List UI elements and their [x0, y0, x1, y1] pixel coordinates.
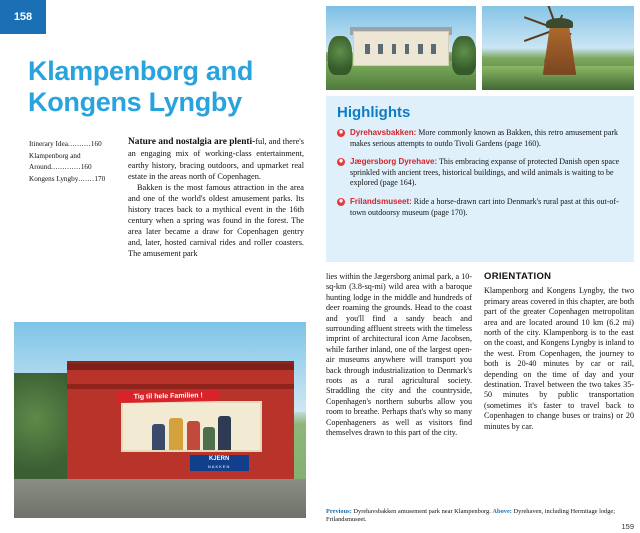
highlight-name: Jægersborg Dyrehave: — [350, 157, 438, 167]
body-paragraph: Klampenborg and Kongens Lyngby, the two primary areas covered in this chapter, are both part of the greater Copenhagen metropolitan area and are located around 10 km (6.2 mi) north of the city. Klampenborg is to the east on the coast, and Kongens Lyngby is inland to the west. From Copenhagen, the journey to both is 20-40 minutes by car or rail, depending on the time of day and your destination. Travel between the two takes 35-50 minutes by public transportation (sometimes it's faster to travel back to Copenhagen to change buses or trains) or 20 minutes by car. — [484, 286, 634, 431]
highlight-name: Dyrehavsbakken: — [350, 128, 417, 137]
intro-paragraph-1 — [128, 136, 304, 182]
caption-previous-label: Previous: — [326, 508, 352, 515]
highlights-panel — [326, 96, 634, 262]
photo-sign-name: KJERN — [208, 455, 230, 462]
body-column-left — [326, 272, 472, 439]
star-icon: ✹ — [338, 130, 344, 136]
chapter-title-line-1: Klampenborg and — [28, 56, 254, 86]
list-item — [29, 174, 119, 186]
toc-dots: ....... — [78, 174, 95, 183]
page-number-right: 159 — [621, 522, 634, 531]
photo-windmill — [482, 6, 634, 90]
photo-hermitage-lodge — [326, 6, 476, 90]
figure-shape — [187, 421, 201, 450]
photo-building — [67, 361, 295, 486]
photo-amusement-park — [14, 322, 306, 518]
caption-previous-text: Dyrehavsbakken amusement park near Klampenborg. — [351, 508, 493, 515]
photo-window — [405, 44, 410, 55]
star-icon: ✹ — [338, 198, 344, 205]
toc-label: Itinerary Idea — [29, 140, 68, 148]
toc-page: 170 — [94, 174, 106, 183]
page-number-left: 158 — [0, 0, 46, 34]
toc-dots: ............. — [50, 163, 81, 171]
toc-label: Kongens Lyngby — [29, 174, 79, 183]
chapter-title-line-2: Kongens Lyngby — [28, 87, 242, 117]
list-item — [29, 151, 119, 163]
chapter-contents-list — [29, 139, 119, 185]
body-paragraph: lies within the Jægersborg animal park, a 10-sq-km (3.8-sq-mi) wild area with a baroque hunting lodge in the middle and hundreds of deer roaming the grounds. Head to the coast and you'll find a sandy beach and surrounding affluent streets with the timeless imprint of architectural icon Arne Jacobsen, while farther inland, one of the largest open-air museums anywhere will transport you back through industrialization to Denmark's roots as a rural agricultural society. Straddling the city and the countryside, Copenhagen's northern suburbs allow you room to breathe. Perhaps that's why so many Copenhageners as well as visitors find themselves drawn to this part of the city. — [326, 272, 472, 438]
figure-shape — [218, 416, 232, 450]
highlight-text: Ride a horse-drawn cart into Denmark's rural past at this out-of-town outdoorsy museum (page 170). — [350, 196, 619, 217]
photo-window — [431, 44, 436, 55]
photo-banner-text: Tig til hele Familien ! — [117, 390, 220, 403]
figure-shape — [169, 418, 184, 450]
photo-lodge-building — [353, 31, 449, 66]
caption-above-text: Dyrehaven, including Hermitage lodge; Frilandsmuseet. — [326, 508, 616, 524]
photo-window — [392, 44, 397, 55]
chapter-intro-text — [128, 136, 304, 259]
photo-sign — [190, 455, 249, 471]
highlight-name: Frilandsmuseet: — [350, 196, 412, 206]
highlights-title: Highlights — [337, 104, 411, 121]
list-item — [337, 128, 623, 149]
list-item — [337, 157, 623, 189]
caption-above-label: Above: — [492, 508, 512, 515]
intro-paragraph-2: Bakken is the most famous attraction in the area and one of the world's oldest amusement parks. Its history traces back to a mythical event in the 16th century when a spring was found in the forest. The area later became a draw for Copenhagen gentry and, later, hosted carnival rides and roller coasters. The amusement park — [128, 182, 304, 259]
photo-trees — [14, 373, 67, 487]
toc-label: Klampenborg and — [29, 151, 81, 160]
toc-page: 160 — [90, 140, 102, 148]
photo-caption — [326, 508, 634, 525]
photo-roofline — [67, 384, 295, 389]
body-column-right — [484, 272, 634, 432]
highlight-text: More commonly known as Bakken, this retro amusement park makes serious attempts to outdo Tivoli Gardens (page 160). — [350, 128, 618, 148]
intro-body-1: ful, and there's an engaging mix of working-class entertainment, earthy history, bracing outdoors, and upmarket real estate in the areas north of Copenhagen. — [128, 137, 304, 181]
list-item — [29, 139, 119, 151]
figure-shape — [152, 424, 165, 450]
photo-window — [378, 44, 383, 55]
chapter-title — [28, 56, 304, 118]
photo-window — [365, 44, 370, 55]
photo-windmill-cap — [546, 18, 573, 28]
photo-tree — [452, 36, 476, 75]
toc-label: Around — [29, 163, 51, 171]
intro-lead: Nature and nostalgia are plenti- — [128, 137, 256, 147]
star-icon: ✹ — [338, 159, 344, 166]
toc-page: 160 — [80, 163, 92, 171]
photo-window — [418, 44, 423, 55]
figure-shape — [203, 427, 215, 450]
list-item — [337, 197, 623, 218]
section-heading-orientation: ORIENTATION — [484, 271, 552, 282]
highlight-text: This embracing expanse of protected Danish open space sprinkled with ancient trees, historical buildings, and wild animals is waiting to be explored (page 164). — [350, 157, 620, 188]
photo-tree — [328, 36, 352, 75]
toc-dots: .......... — [67, 140, 91, 148]
photo-sign-sub: NAKKEN — [207, 463, 231, 469]
photo-painted-figures — [149, 413, 240, 450]
photo-ground — [14, 479, 306, 518]
list-item — [29, 162, 119, 174]
